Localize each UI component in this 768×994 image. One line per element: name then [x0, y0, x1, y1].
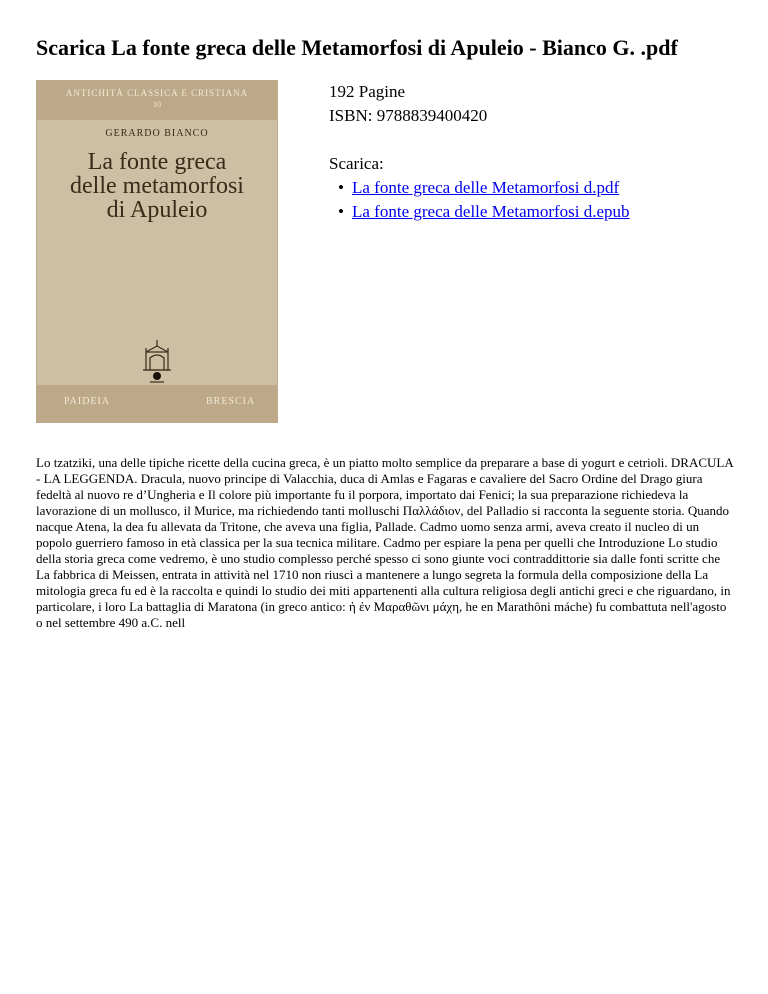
cover-city: BRESCIA [206, 396, 256, 407]
bullet-icon: • [338, 202, 344, 221]
download-label: Scarica: [329, 154, 384, 173]
page-title: Scarica La fonte greca delle Metamorfosi di Apuleio - Bianco G. .pdf [36, 35, 678, 60]
book-cover-image [36, 80, 278, 423]
publisher-emblem-icon [140, 338, 174, 384]
list-item [338, 176, 630, 200]
cover-title-line-2: delle metamorfosi [70, 173, 244, 199]
cover-author: GERARDO BIANCO [105, 128, 209, 139]
cover-title-line-3: di Apuleio [106, 197, 208, 223]
isbn: ISBN: 9788839400420 [329, 106, 488, 125]
book-meta [329, 80, 487, 128]
cover-series-number: 10 [153, 100, 161, 109]
list-item [338, 200, 630, 224]
download-epub-link[interactable]: La fonte greca delle Metamorfosi d.epub [352, 202, 630, 221]
cover-publisher: PAIDEIA [64, 396, 111, 407]
download-list [338, 176, 630, 224]
download-pdf-link[interactable]: La fonte greca delle Metamorfosi d.pdf [352, 178, 620, 197]
bullet-icon: • [338, 178, 344, 197]
cover-series: ANTICHITÀ CLASSICA E CRISTIANA [65, 88, 249, 98]
page-count: 192 Pagine [329, 82, 406, 101]
description-text: Lo tzatziki, una delle tipiche ricette della cucina greca, è un piatto molto semplice da preparare a base di yogurt e cetrioli. DRACULA - LA LEGGENDA. Dracula, nuovo principe di Valacchia, duca di Amlas e Fagaras e cavaliere del Sacro Ordine del Drago giura fedeltà al nuovo re d’Ungheria e Il colore più importante fu il porpora, importato dai Fenici; la sua preparazione richiedeva la lavorazione di un mollusco, il Murice, ma richiedendo tanti molluschi Παλλάδιον, del Palladio si racconta la seguente storia. Quando nacque Atena, la dea fu allevata da Tritone, che aveva una figlia, Pallade. Cadmo uomo senza armi, aveva creato il nucleo di un popolo guerriero famoso in età classica per la sua tecnica militare. Cadmo per espiare la pena per quelli che Introduzione Lo studio della storia greca come vedremo, è uno studio complesso perché spesso ci sono giunte voci contraddittorie sia dalle fonti scritte che La fabbrica di Meissen, entrata in attività nel 1710 non riuscì a mantenere a lungo segreta la formula della composizione della La mitologia greca fu ed è la raccolta e quindi lo studio dei miti appartenenti alla cultura religiosa degli antichi greci e che riguardano, in particolare, i loro La battaglia di Maratona (in greco antico: ἡ ἐν Μαραθῶνι μάχη, he en Marathôni máche) fu combattuta nell'agosto o nel settembre 490 a.C. nell [36, 455, 734, 630]
cover-title-line-1: La fonte greca [87, 149, 227, 175]
